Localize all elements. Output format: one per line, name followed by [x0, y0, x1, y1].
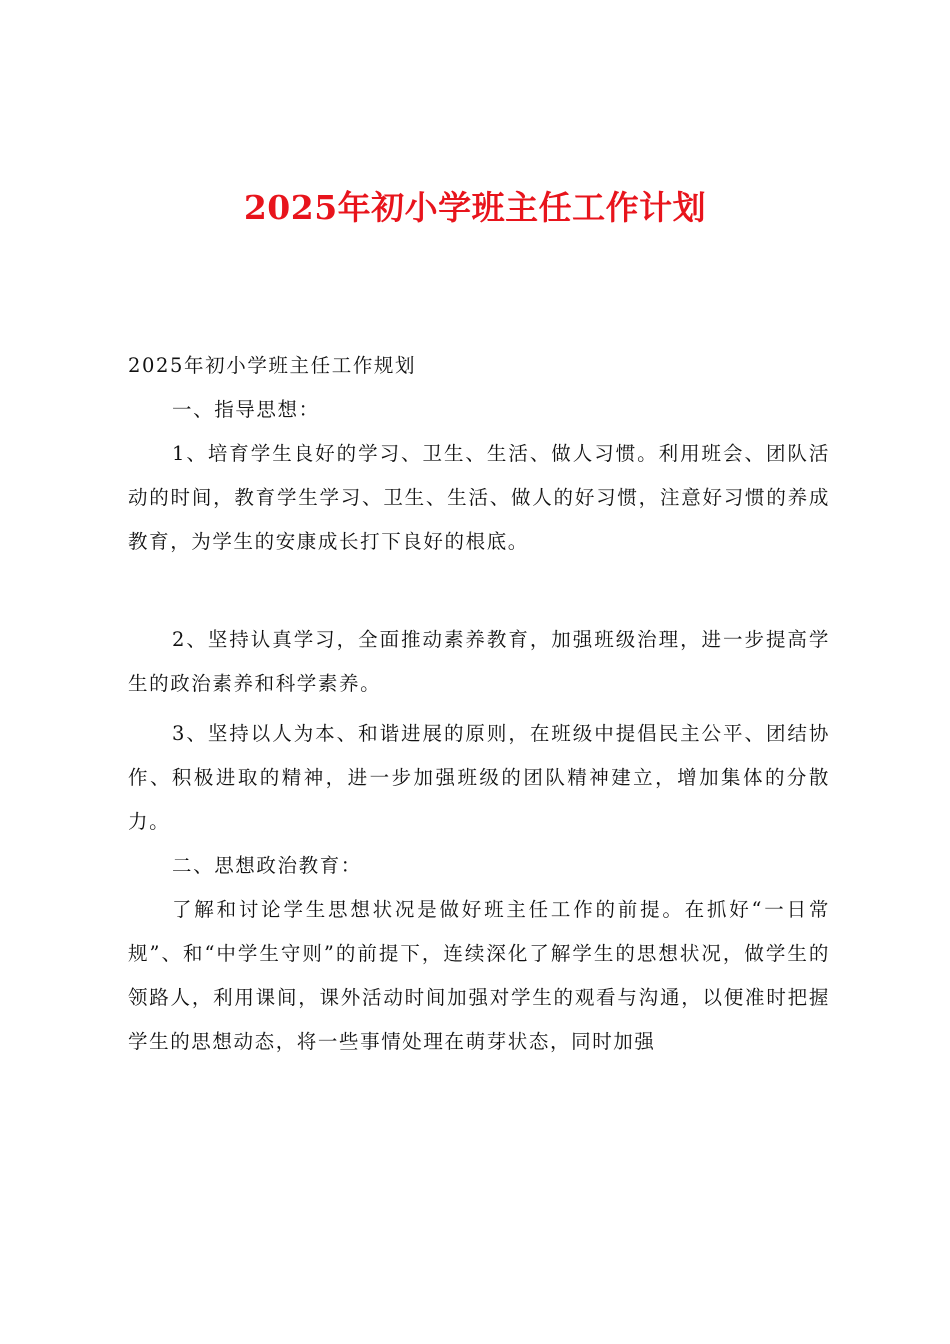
subtitle-line: 2025年初小学班主任工作规划 [128, 354, 417, 377]
section-heading-guiding-thought: 一、指导思想： [172, 398, 320, 421]
section-heading-political-education: 二、思想政治教育： [172, 854, 362, 877]
paragraph-item-2: 2、坚持认真学习，全面推动素养教育，加强班级治理，进一步提高学生的政治素养和科学素养。 [128, 628, 830, 695]
document-body [128, 344, 830, 1064]
paragraph-item-3: 3、坚持以人为本、和谐进展的原则，在班级中提倡民主公平、团结协作、积极进取的精神，进一步加强班级的团队精神建立，增加集体的分散力。 [128, 722, 830, 833]
paragraph-political-education: 了解和讨论学生思想状况是做好班主任工作的前提。在抓好“一日常规”、和“中学生守则”的前提下，连续深化了解学生的思想状况，做学生的领路人，利用课间，课外活动时间加强对学生的观看与沟通，以便准时把握学生的思想动态，将一些事情处理在萌芽状态，同时加强 [128, 898, 830, 1053]
paragraph-item-1: 1、培育学生良好的学习、卫生、生活、做人习惯。利用班会、团队活动的时间，教育学生学习、卫生、生活、做人的好习惯，注意好习惯的养成教育，为学生的安康成长打下良好的根底。 [128, 442, 830, 553]
document-title: 2025年初小学班主任工作计划 [243, 188, 707, 227]
